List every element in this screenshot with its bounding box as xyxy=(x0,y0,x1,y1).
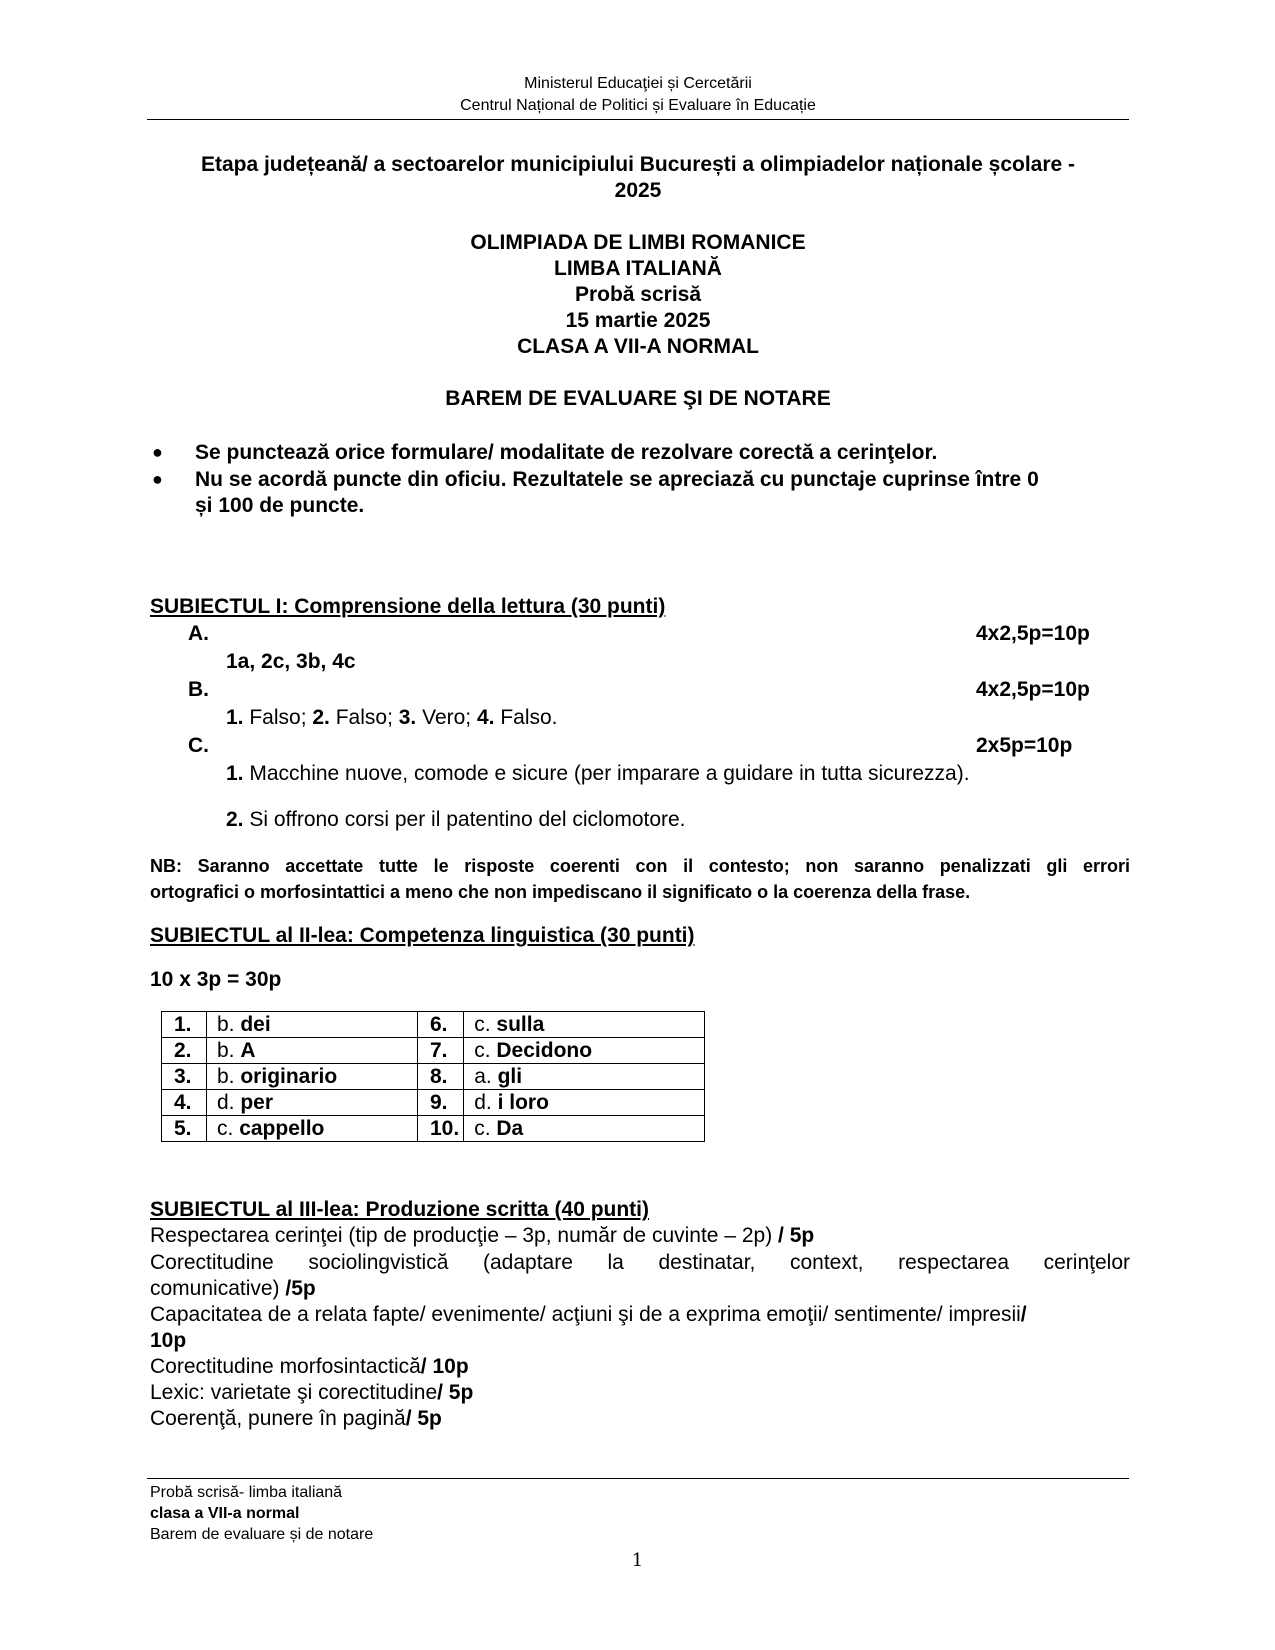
b-answer-text: Falso; xyxy=(329,706,399,729)
header-divider xyxy=(147,119,1129,120)
table-row xyxy=(162,1064,705,1090)
option-word: gli xyxy=(497,1065,523,1088)
test-date: 15 martie 2025 xyxy=(565,309,711,332)
criterion-text: Coerenţă, punere în pagină xyxy=(150,1407,406,1430)
section-a-label: A. xyxy=(188,622,209,645)
option-letter: c. xyxy=(474,1117,491,1140)
section-a-points: 4x2,5p=10p xyxy=(976,622,1090,645)
criterion-text: Corectitudine morfosintactică xyxy=(150,1355,421,1378)
item-number: 5. xyxy=(162,1116,207,1142)
subject2-points: 10 x 3p = 30p xyxy=(150,968,282,991)
footer-line-1: Probă scrisă- limba italiană xyxy=(150,1484,343,1501)
page-number: 1 xyxy=(631,1550,644,1571)
option-word: originario xyxy=(240,1065,338,1088)
test-type: Probă scrisă xyxy=(574,283,702,306)
nb-note-line-2: ortografici o morfosintattici a meno che non impediscano il significato o la coerenza della frase. xyxy=(150,882,971,902)
criterion-2-line-2 xyxy=(150,1276,316,1302)
table-row xyxy=(162,1116,705,1142)
item-number: 2. xyxy=(162,1038,207,1064)
subject2-title: SUBIECTUL al II-lea: Competenza linguistica (30 punti) xyxy=(150,924,695,947)
criterion-points: / 5p xyxy=(778,1224,815,1247)
footer-line-2: clasa a VII-a normal xyxy=(150,1505,300,1522)
nb-note-line-1: NB: Saranno accettate tutte le risposte coerenti con il contesto; non saranno penalizzati gli errori xyxy=(150,856,1130,876)
criterion-5 xyxy=(150,1380,473,1406)
criterion-4 xyxy=(150,1354,469,1380)
b-answer-number: 1. xyxy=(226,706,244,729)
item-answer xyxy=(207,1116,418,1142)
option-letter: b. xyxy=(217,1065,235,1088)
criterion-2-line-1: Corectitudine sociolingvistică (adaptare la destinatar, context, respectarea cerinţelor xyxy=(150,1251,1130,1274)
item-answer xyxy=(207,1012,418,1038)
section-b-label: B. xyxy=(188,678,209,701)
header-ministry: Ministerul Educaţiei și Cercetării xyxy=(524,75,752,92)
section-b-answers xyxy=(226,705,558,731)
footer-divider xyxy=(147,1478,1129,1479)
option-letter: c. xyxy=(474,1013,491,1036)
table-row xyxy=(162,1012,705,1038)
rule-2: Nu se acordă puncte din oficiu. Rezultatele se apreciază cu punctaje cuprinse între 0 xyxy=(195,468,1039,491)
item-answer xyxy=(464,1012,705,1038)
section-c-answer-2 xyxy=(226,807,686,833)
b-answer-text: Falso. xyxy=(494,706,558,729)
b-answer-text: Vero; xyxy=(416,706,477,729)
item-answer xyxy=(464,1090,705,1116)
option-letter: d. xyxy=(474,1091,492,1114)
table-row xyxy=(162,1090,705,1116)
item-answer xyxy=(207,1038,418,1064)
c-answer-text: Macchine nuove, comode e sicure (per imparare a guidare in tutta sicurezza). xyxy=(243,762,970,785)
section-b-points: 4x2,5p=10p xyxy=(976,678,1090,701)
criterion-slash: / xyxy=(1020,1303,1027,1326)
item-answer xyxy=(207,1090,418,1116)
section-c-label: C. xyxy=(188,734,209,757)
title-line-1: Etapa județeană/ a sectoarelor municipiului București a olimpiadelor naționale școlare - xyxy=(200,153,1076,176)
item-number: 7. xyxy=(418,1038,464,1064)
criterion-points: / 5p xyxy=(405,1407,442,1430)
rule-1: Se punctează orice formulare/ modalitate de rezolvare corectă a cerinţelor. xyxy=(195,441,938,464)
bullet-icon: ● xyxy=(152,469,163,489)
header-center: Centrul Național de Politici și Evaluare în Educație xyxy=(460,97,816,114)
criterion-text: comunicative) xyxy=(150,1277,286,1300)
item-answer xyxy=(207,1064,418,1090)
bullet-icon: ● xyxy=(152,442,163,462)
b-answer-text: Falso; xyxy=(243,706,313,729)
option-letter: b. xyxy=(217,1013,235,1036)
grade-level: CLASA A VII-A NORMAL xyxy=(517,335,759,358)
option-letter: d. xyxy=(217,1091,235,1114)
option-letter: b. xyxy=(217,1039,235,1062)
item-answer xyxy=(464,1116,705,1142)
criterion-points: / 5p xyxy=(437,1381,474,1404)
subject1-title: SUBIECTUL I: Comprensione della lettura (30 punti) xyxy=(150,595,666,618)
option-letter: c. xyxy=(217,1117,234,1140)
option-letter: c. xyxy=(474,1039,491,1062)
item-number: 8. xyxy=(418,1064,464,1090)
option-letter: a. xyxy=(474,1065,492,1088)
title-line-2: 2025 xyxy=(614,179,662,202)
item-answer xyxy=(464,1038,705,1064)
criterion-points: /5p xyxy=(285,1277,316,1300)
item-number: 10. xyxy=(418,1116,464,1142)
item-number: 9. xyxy=(418,1090,464,1116)
b-answer-number: 4. xyxy=(476,706,495,729)
b-answer-number: 2. xyxy=(312,706,330,729)
criterion-points: / 10p xyxy=(420,1355,469,1378)
criterion-6 xyxy=(150,1406,442,1432)
criterion-3-line-1 xyxy=(150,1302,1130,1328)
c-answer-number: 2. xyxy=(226,808,244,831)
table-row xyxy=(162,1038,705,1064)
item-number: 4. xyxy=(162,1090,207,1116)
section-c-answer-1 xyxy=(226,761,970,787)
rule-2-cont: și 100 de puncte. xyxy=(195,494,365,517)
criterion-3-points: 10p xyxy=(150,1329,187,1352)
option-word: A xyxy=(240,1039,256,1062)
criterion-text: Respectarea cerinţei (tip de producţie – 3p, număr de cuvinte – 2p) xyxy=(150,1224,779,1247)
option-word: cappello xyxy=(239,1117,325,1140)
item-answer xyxy=(464,1064,705,1090)
barem-title: BAREM DE EVALUARE ŞI DE NOTARE xyxy=(445,387,831,410)
option-word: Da xyxy=(496,1117,524,1140)
subject3-title: SUBIECTUL al III-lea: Produzione scritta (40 punti) xyxy=(150,1198,650,1221)
c-answer-number: 1. xyxy=(226,762,244,785)
criterion-text: Lexic: varietate şi corectitudine xyxy=(150,1381,438,1404)
olympiad-name: OLIMPIADA DE LIMBI ROMANICE xyxy=(470,231,806,254)
b-answer-number: 3. xyxy=(398,706,417,729)
item-number: 3. xyxy=(162,1064,207,1090)
footer-line-3: Barem de evaluare și de notare xyxy=(150,1526,374,1543)
criterion-text: Capacitatea de a relata fapte/ evenimente/ acţiuni şi de a exprima emoţii/ sentimente/ impresii xyxy=(150,1303,1021,1326)
item-number: 6. xyxy=(418,1012,464,1038)
criterion-1 xyxy=(150,1223,814,1249)
language-name: LIMBA ITALIANĂ xyxy=(554,257,722,280)
option-word: Decidono xyxy=(496,1039,593,1062)
item-number: 1. xyxy=(162,1012,207,1038)
option-word: dei xyxy=(240,1013,271,1036)
option-word: per xyxy=(240,1091,274,1114)
answer-table xyxy=(161,1011,705,1142)
option-word: sulla xyxy=(496,1013,545,1036)
option-word: i loro xyxy=(497,1091,549,1114)
section-c-points: 2x5p=10p xyxy=(976,734,1073,757)
c-answer-text: Si offrono corsi per il patentino del ciclomotore. xyxy=(243,808,686,831)
section-a-answer: 1a, 2c, 3b, 4c xyxy=(226,650,356,673)
